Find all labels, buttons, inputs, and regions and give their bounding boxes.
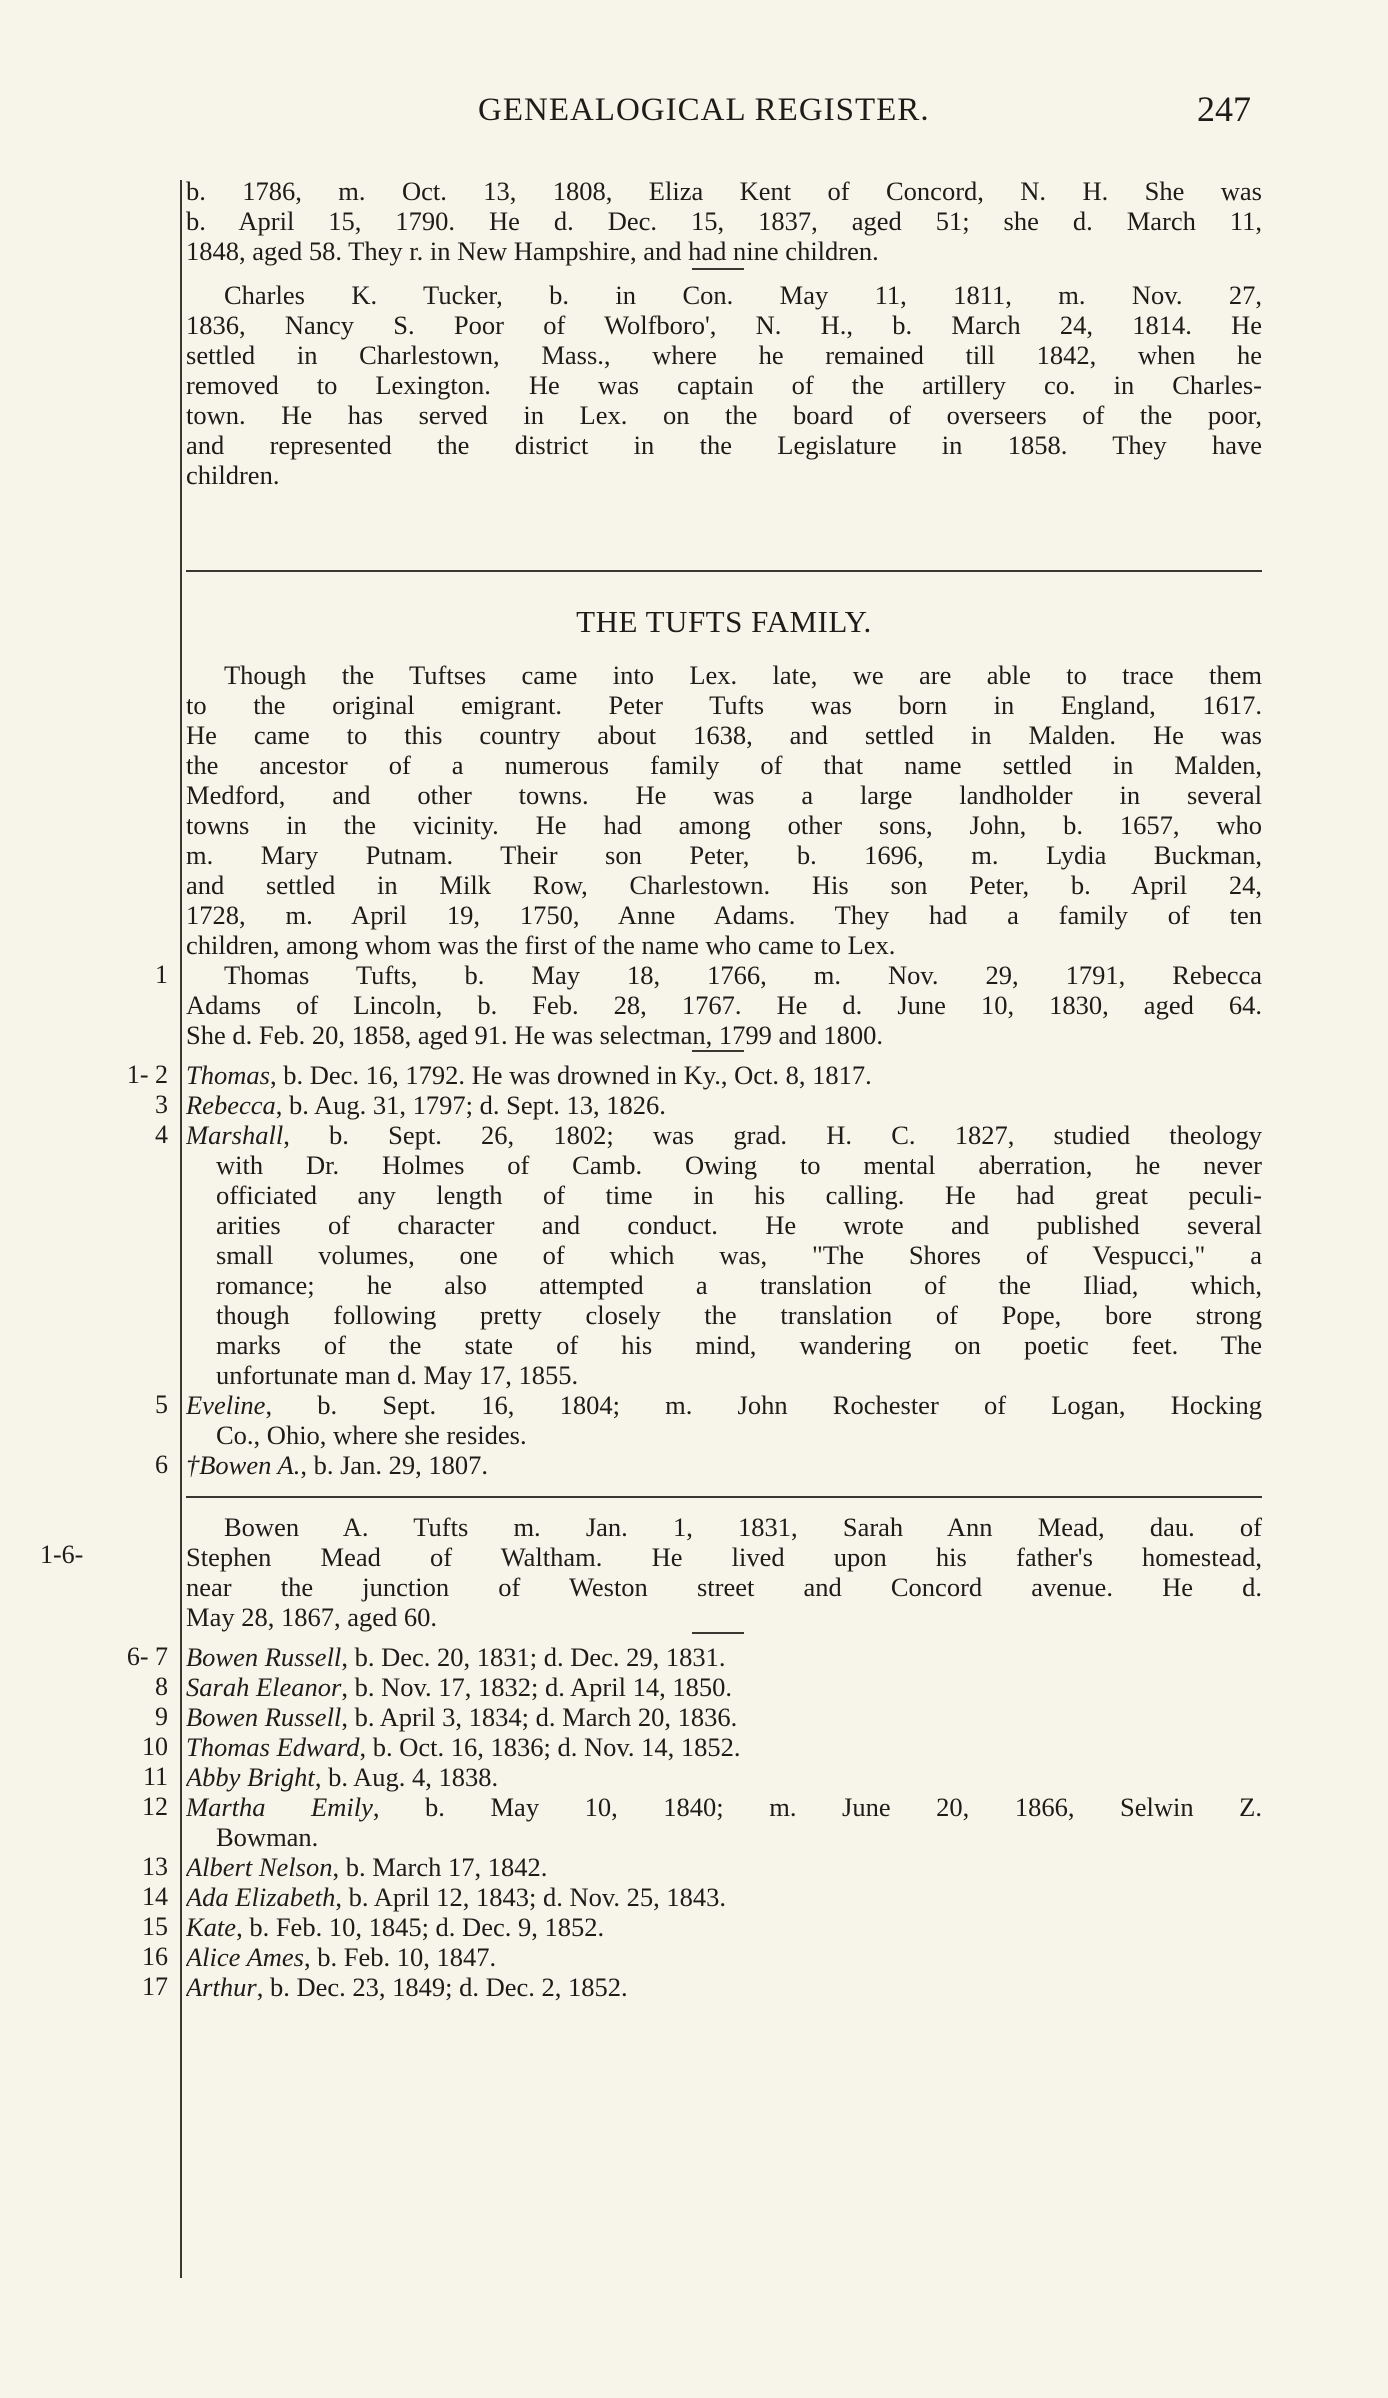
text-line: b. April 15, 1790. He d. Dec. 15, 1837, aged 51; she d. March 11,: [186, 206, 1262, 236]
child-entry: Arthur, b. Dec. 23, 1849; d. Dec. 2, 1852.: [186, 1972, 628, 2002]
child-name: Ada Elizabeth: [186, 1882, 336, 1912]
child-entry: Abby Bright, b. Aug. 4, 1838.: [186, 1762, 499, 1792]
child-entry: Rebecca, b. Aug. 31, 1797; d. Sept. 13, 1826.: [186, 1090, 666, 1120]
text-line: small volumes, one of which was, "The Shores of Vespucci," a: [216, 1240, 1262, 1270]
text-line: Co., Ohio, where she resides.: [216, 1420, 527, 1450]
section-title: THE TUFTS FAMILY.: [576, 604, 872, 639]
text-line: 1848, aged 58. They r. in New Hampshire, and had nine children.: [186, 236, 879, 266]
text-line: town. He has served in Lex. on the board of overseers of the poor,: [186, 400, 1262, 430]
text-line: He came to this country about 1638, and settled in Malden. He was: [186, 720, 1262, 750]
separator-rule: [692, 1632, 744, 1634]
text-line: m. Mary Putnam. Their son Peter, b. 1696, m. Lydia Buckman,: [186, 840, 1262, 870]
section-divider: [186, 570, 1262, 572]
margin-number: 1: [155, 960, 168, 989]
child-name: Marshall: [186, 1120, 284, 1150]
text-line: romance; he also attempted a translation of the Iliad, which,: [216, 1270, 1262, 1300]
intro-paragraph: [186, 176, 1262, 266]
text-line: 1836, Nancy S. Poor of Wolfboro', N. H., b. March 24, 1814. He: [186, 310, 1262, 340]
child-entry: Bowen Russell, b. April 3, 1834; d. March 20, 1836.: [186, 1702, 738, 1732]
child-name: Rebecca: [186, 1090, 276, 1120]
separator-rule: [692, 1050, 744, 1052]
text-line: marks of the state of his mind, wandering on poetic feet. The: [216, 1330, 1262, 1360]
text-line: b. 1786, m. Oct. 13, 1808, Eliza Kent of Concord, N. H. She was: [186, 176, 1262, 206]
text-line: Bowen A. Tufts m. Jan. 1, 1831, Sarah Ann Mead, dau. of: [224, 1512, 1262, 1542]
bowen-tufts-entry: [186, 1512, 1262, 1632]
text-line: towns in the vicinity. He had among other sons, John, b. 1657, who: [186, 810, 1262, 840]
child-name: Bowen Russell: [186, 1702, 342, 1732]
child-entry: Marshall, b. Sept. 26, 1802; was grad. H. C. 1827, studied theology: [186, 1120, 1262, 1150]
text-line: with Dr. Holmes of Camb. Owing to mental aberration, he never: [216, 1150, 1262, 1180]
margin-number: 11: [142, 1762, 168, 1791]
text-line: and settled in Milk Row, Charlestown. His son Peter, b. April 24,: [186, 870, 1262, 900]
child-name: Thomas: [186, 1060, 270, 1090]
child-name: Martha Emily: [186, 1792, 373, 1822]
margin-number: 15: [142, 1912, 168, 1941]
margin-rule: [180, 180, 182, 2278]
text-line: Charles K. Tucker, b. in Con. May 11, 1811, m. Nov. 27,: [224, 280, 1262, 310]
child-name: Sarah Eleanor: [186, 1672, 342, 1702]
text-line: removed to Lexington. He was captain of the artillery co. in Charles-: [186, 370, 1262, 400]
section-divider: [186, 1496, 1262, 1498]
margin-number: 17: [142, 1972, 168, 2001]
text-line: children, among whom was the first of the name who came to Lex.: [186, 930, 896, 960]
children-list-2: [186, 1642, 1262, 2002]
child-name: Abby Bright: [186, 1762, 315, 1792]
margin-number: 1-6-: [40, 1540, 84, 1569]
text-line: Bowman.: [216, 1822, 319, 1852]
child-entry: Sarah Eleanor, b. Nov. 17, 1832; d. April 14, 1850.: [186, 1672, 732, 1702]
margin-number: 14: [142, 1882, 168, 1911]
child-name: Eveline: [186, 1390, 266, 1420]
child-name: Albert Nelson: [186, 1852, 333, 1882]
text-line: officiated any length of time in his calling. He had great peculi-: [216, 1180, 1262, 1210]
child-name: Arthur: [186, 1972, 257, 2002]
margin-number: 5: [155, 1390, 168, 1419]
child-entry: Kate, b. Feb. 10, 1845; d. Dec. 9, 1852.: [186, 1912, 605, 1942]
child-name: Alice Ames: [186, 1942, 304, 1972]
child-name: Bowen Russell: [186, 1642, 342, 1672]
margin-number: 3: [155, 1090, 168, 1119]
text-line: Stephen Mead of Waltham. He lived upon his father's homestead,: [186, 1542, 1262, 1572]
separator-rule: [692, 268, 744, 270]
child-name: Kate: [186, 1912, 237, 1942]
page-number: 247: [1197, 89, 1251, 129]
margin-number: 13: [142, 1852, 168, 1881]
child-entry: Martha Emily, b. May 10, 1840; m. June 20, 1866, Selwin Z.: [186, 1792, 1262, 1822]
child-entry: Ada Elizabeth, b. April 12, 1843; d. Nov. 25, 1843.: [186, 1882, 727, 1912]
text-line: to the original emigrant. Peter Tufts was born in England, 1617.: [186, 690, 1262, 720]
margin-number: 10: [142, 1732, 168, 1761]
child-entry: Bowen Russell, b. Dec. 20, 1831; d. Dec. 29, 1831.: [186, 1642, 726, 1672]
margin-number: 12: [142, 1792, 168, 1821]
running-head: GENEALOGICAL REGISTER.: [478, 92, 930, 128]
margin-number: 6: [155, 1450, 168, 1479]
text-line: though following pretty closely the translation of Pope, bore strong: [216, 1300, 1262, 1330]
text-line: children.: [186, 460, 280, 490]
text-line: the ancestor of a numerous family of that name settled in Malden,: [186, 750, 1262, 780]
margin-number: 16: [142, 1942, 168, 1971]
text-line: Adams of Lincoln, b. Feb. 28, 1767. He d. June 10, 1830, aged 64.: [186, 990, 1262, 1020]
child-entry: Thomas Edward, b. Oct. 16, 1836; d. Nov. 14, 1852.: [186, 1732, 741, 1762]
text-line: near the junction of Weston street and Concord avenue. He d.: [186, 1572, 1262, 1602]
child-entry: Alice Ames, b. Feb. 10, 1847.: [186, 1942, 497, 1972]
text-line: 1728, m. April 19, 1750, Anne Adams. They had a family of ten: [186, 900, 1262, 930]
text-line: settled in Charlestown, Mass., where he remained till 1842, when he: [186, 340, 1262, 370]
child-entry: Eveline, b. Sept. 16, 1804; m. John Rochester of Logan, Hocking: [186, 1390, 1262, 1420]
text-line: She d. Feb. 20, 1858, aged 91. He was selectman, 1799 and 1800.: [186, 1020, 883, 1050]
text-line: Thomas Tufts, b. May 18, 1766, m. Nov. 29, 1791, Rebecca: [224, 960, 1262, 990]
text-line: and represented the district in the Legislature in 1858. They have: [186, 430, 1262, 460]
children-list-1: [186, 1060, 1262, 1480]
tucker-paragraph: [186, 280, 1262, 490]
child-name: Thomas Edward: [186, 1732, 360, 1762]
tufts-intro-paragraph: [186, 660, 1262, 960]
text-line: May 28, 1867, aged 60.: [186, 1602, 437, 1632]
thomas-tufts-entry: [186, 960, 1262, 1050]
margin-number: 8: [155, 1672, 168, 1701]
margin-number: 6- 7: [126, 1642, 168, 1671]
child-name: †Bowen A.: [186, 1450, 301, 1480]
child-entry: Thomas, b. Dec. 16, 1792. He was drowned in Ky., Oct. 8, 1817.: [186, 1060, 872, 1090]
text-line: arities of character and conduct. He wrote and published several: [216, 1210, 1262, 1240]
text-line: Medford, and other towns. He was a large landholder in several: [186, 780, 1262, 810]
text-line: unfortunate man d. May 17, 1855.: [216, 1360, 579, 1390]
text-line: Though the Tuftses came into Lex. late, we are able to trace them: [224, 660, 1262, 690]
child-entry: Albert Nelson, b. March 17, 1842.: [186, 1852, 548, 1882]
child-entry: †Bowen A., b. Jan. 29, 1807.: [186, 1450, 489, 1480]
margin-number: 1- 2: [126, 1060, 168, 1089]
margin-number: 9: [155, 1702, 168, 1731]
margin-number: 4: [155, 1120, 168, 1149]
